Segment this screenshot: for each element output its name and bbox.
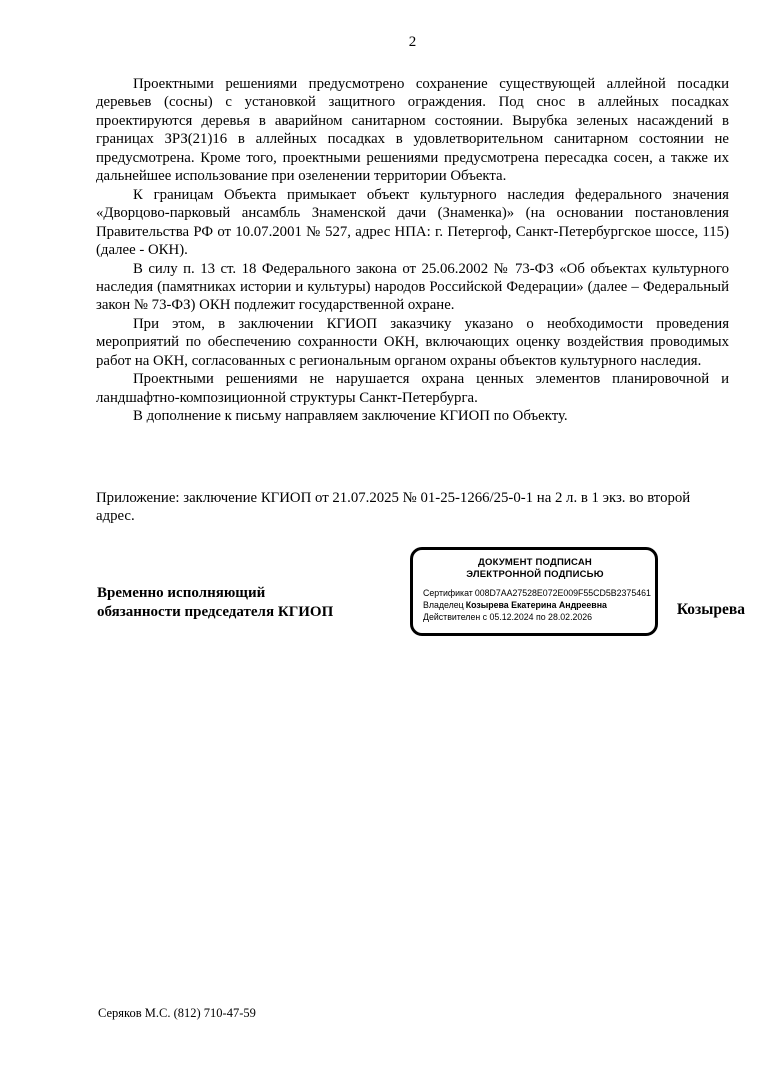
paragraph-supplement: В дополнение к письму направляем заключение КГИОП по Объекту. — [133, 408, 568, 425]
stamp-owner-value: Козырева Екатерина Андреевна — [465, 600, 607, 610]
stamp-certificate-value: 008D7AA27528E072E009F55CD5B2375461 — [474, 588, 651, 598]
attachment-note: Приложение: заключение КГИОП от 21.07.2025 № 01-25-1266/25-0-1 на 2 л. в 1 экз. во второй адрес. — [96, 490, 691, 525]
executor-contact: Серяков М.С. (812) 710-47-59 — [98, 1006, 256, 1020]
page-number: 2 — [408, 34, 417, 50]
stamp-title — [423, 557, 647, 581]
signatory-name: Козырева — [676, 601, 745, 618]
stamp-certificate-line — [423, 587, 651, 599]
paragraph-heritage-object: К границам Объекта примыкает объект культурного наследия федерального значения «Дворцово-парковый ансамбль Знаменской дачи (Знаменка)» (на основании постановления Правительства РФ от 10.07.2001 № 527, адрес НПА: г. Петергоф, Санкт-Петербургское шоссе, 115) (далее - ОКН). — [96, 186, 729, 259]
stamp-details — [423, 587, 651, 623]
paragraph-federal-law: В силу п. 13 ст. 18 Федерального закона от 25.06.2002 № 73-ФЗ «Об объектах культурного наследия (памятниках истории и культуры) народов Российской Федерации» (далее – Федеральный закон № 73-ФЗ) ОКН подлежит государственной охране. — [96, 260, 729, 314]
paragraph-protection: Проектными решениями не нарушается охрана ценных элементов планировочной и ландшафтно-композиционной структуры Санкт-Петербурга. — [96, 371, 729, 406]
paragraph-project-solutions: Проектными решениями предусмотрено сохранение существующей аллейной посадки деревьев (сосны) с установкой защитного ограждения. Под снос в аллейных посадках проектируются деревья в аварийном санитарном состоянии. Вырубка зеленых насаждений в границах ЗРЗ(21)16 в аллейных посадках в удовлетворительном санитарном состоянии не предусмотрена. Кроме того, проектными решениями предусмотрена пересадка сосен, а также их дальнейшее использование при озеленении территории Объекта. — [96, 76, 729, 185]
paragraph-kgiop-conclusion: При этом, в заключении КГИОП заказчику указано о необходимости проведения мероприятий по обеспечению сохранности ОКН, включающих оценку воздействия проводимых работ на ОКН, согласованных с региональным органом охраны объектов культурного наследия. — [96, 315, 729, 369]
digital-signature-stamp — [410, 547, 658, 636]
stamp-owner-label: Владелец — [423, 600, 464, 610]
stamp-certificate-label: Сертификат — [423, 588, 473, 598]
stamp-title-line2: ЭЛЕКТРОННОЙ ПОДПИСЬЮ — [466, 569, 604, 580]
signatory-title — [97, 584, 333, 622]
stamp-validity-line: Действителен с 05.12.2024 по 28.02.2026 — [423, 612, 593, 622]
stamp-owner-line — [423, 599, 647, 611]
stamp-title-line1: ДОКУМЕНТ ПОДПИСАН — [478, 557, 592, 568]
signatory-title-line1: Временно исполняющий — [97, 585, 266, 601]
letter-body — [96, 75, 729, 426]
signatory-title-line2: обязанности председателя КГИОП — [97, 604, 334, 620]
